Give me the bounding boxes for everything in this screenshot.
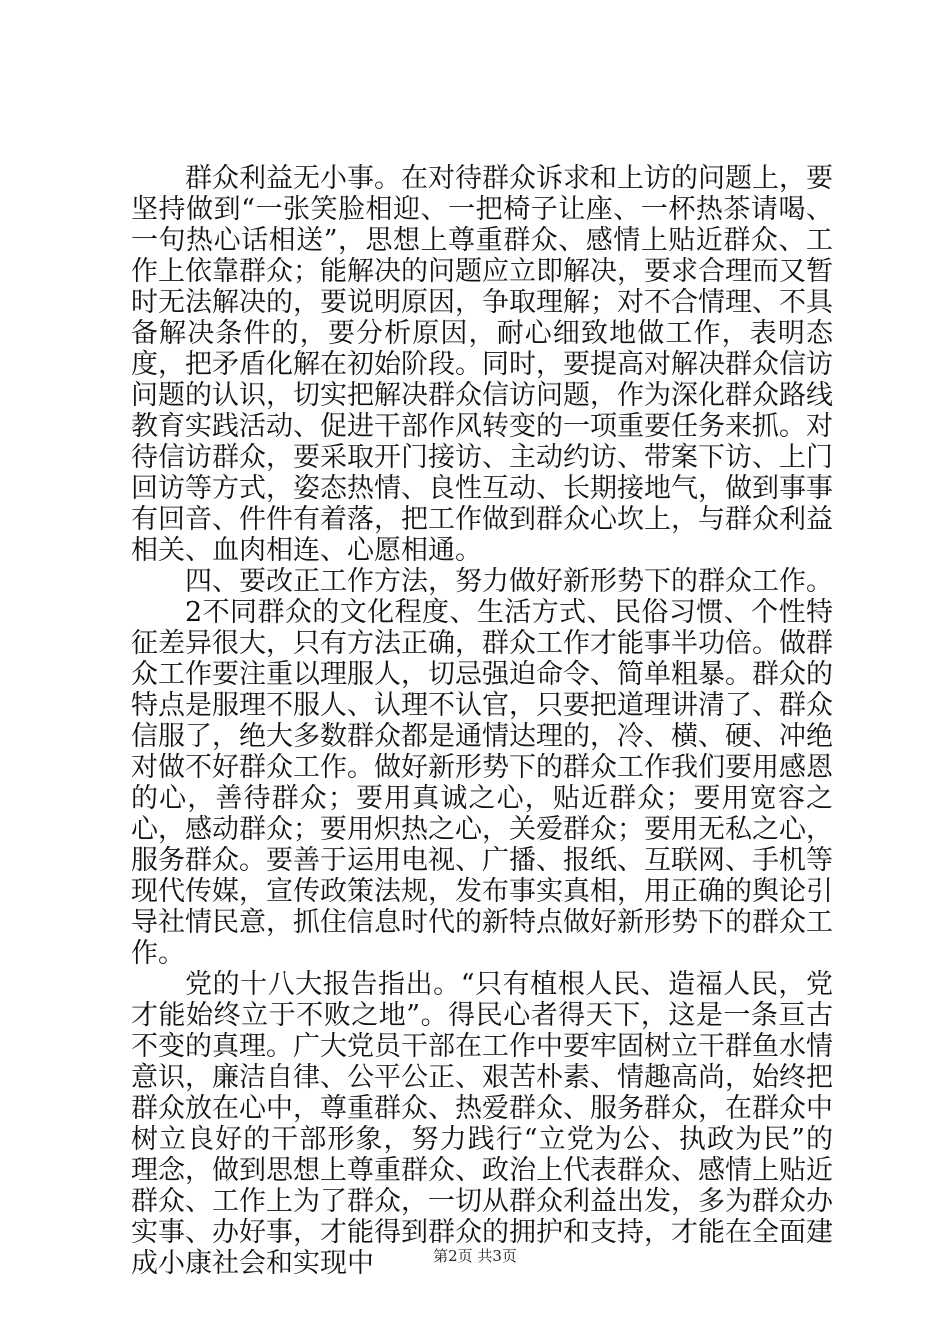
paragraph-section-heading: 四、要改正工作方法，努力做好新形势下的群众工作。 [185,566,833,597]
paragraph-methods: 2不同群众的文化程度、生活方式、民俗习惯、个性特征差异很大，只有方法正确，群众工作才能事半功倍。做群众工作要注重以理服人，切忌强迫命令、简单粗暴。群众的特点是服理不服人、认理不认官，只要把道理讲清了、群众信服了，绝大多数群众都是通情达理的，冷、横、硬、冲绝对做不好群众工作。做好新形势下的群众工作我们要用感恩的心，善待群众；要用真诚之心，贴近群众；要用宽容之心，感动群众；要用炽热之心，关爱群众；要用无私之心，服务群众。要善于运用电视、广播、报纸、互联网、手机等现代传媒，宣传政策法规，发布事实真相，用正确的舆论引导社情民意，抓住信息时代的新特点做好新形势下的群众工作。 [131,597,833,969]
page-footer: 第2页 共3页 [433,1247,517,1265]
paragraph-report: 党的十八大报告指出。“只有植根人民、造福人民，党才能始终立于不败之地”。得民心者得天下，这是一条亘古不变的真理。广大党员干部在工作中要牢固树立干群鱼水情意识，廉洁自律、公平公正、艰苦朴素、情趣高尚，始终把群众放在心中，尊重群众、热爱群众、服务群众，在群众中树立良好的干部形象，努力践行“立党为公、执政为民”的理念，做到思想上尊重群众、政治上代表群众、感情上贴近群众、工作上为了群众，一切从群众利益出发，多为群众办实事、办好事，才能得到群众的拥护和支持，才能在全面建成小康社会和实现中 [131,969,833,1279]
paragraph-petitions: 群众利益无小事。在对待群众诉求和上访的问题上，要坚持做到“一张笑脸相迎、一把椅子让座、一杯热茶请喝、一句热心话相送”，思想上尊重群众、感情上贴近群众、工作上依靠群众；能解决的问题应立即解决，要求合理而又暂时无法解决的，要说明原因，争取理解；对不合情理、不具备解决条件的，要分析原因，耐心细致地做工作，表明态度，把矛盾化解在初始阶段。同时，要提高对解决群众信访问题的认识，切实把解决群众信访问题，作为深化群众路线教育实践活动、促进干部作风转变的一项重要任务来抓。对待信访群众，要采取开门接访、主动约访、带案下访、上门回访等方式，姿态热情、良性互动、长期接地气，做到事事有回音、件件有着落，把工作做到群众心坎上，与群众利益相关、血肉相连、心愿相通。 [131,163,833,566]
body-text [131,163,833,1279]
